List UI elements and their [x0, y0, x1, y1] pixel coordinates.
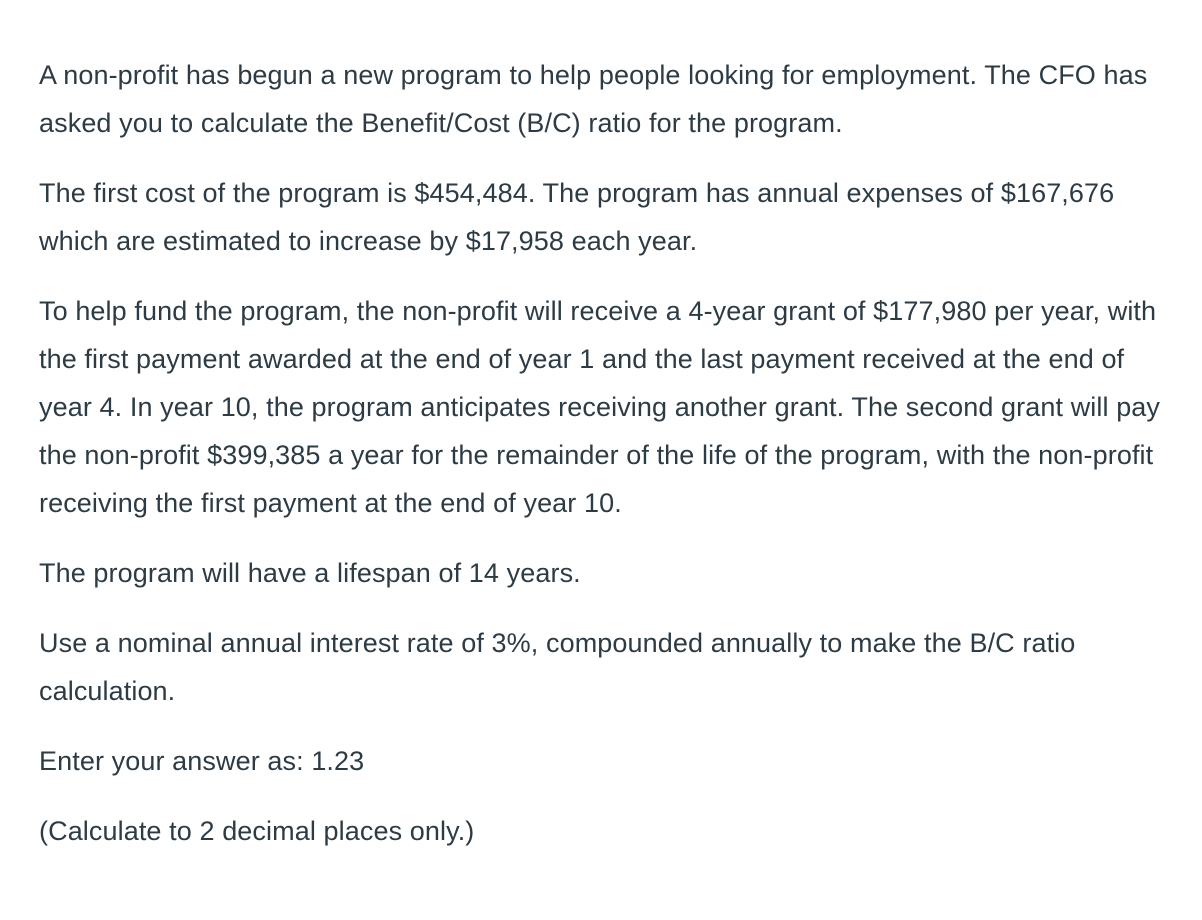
grants-paragraph: To help fund the program, the non-profit will receive a 4-year grant of $177,980 per year, with the first payment awarded at the end of year 1 and the last payment received at the end of year 4. In year 10, the program anticipates receiving another grant. The second grant will pay the non-profit $399,385 a year for the remainder of the life of the program, with the non-profit receiving the first payment at the end of year 10. [39, 296, 1161, 518]
interest-rate-paragraph: Use a nominal annual interest rate of 3%, compounded annually to make the B/C ratio calculation. [39, 628, 1076, 706]
costs-paragraph: The first cost of the program is $454,484. The program has annual expenses of $167,676 which are estimated to increase by $17,958 each year. [39, 178, 1115, 256]
question-body [39, 51, 1179, 855]
question-intro-paragraph: A non-profit has begun a new program to help people looking for employment. The CFO has asked you to calculate the Benefit/Cost (B/C) ratio for the program. [39, 60, 1148, 138]
lifespan-paragraph: The program will have a lifespan of 14 years. [39, 558, 581, 588]
precision-note-paragraph: (Calculate to 2 decimal places only.) [39, 816, 475, 846]
answer-format-paragraph: Enter your answer as: 1.23 [39, 746, 365, 776]
